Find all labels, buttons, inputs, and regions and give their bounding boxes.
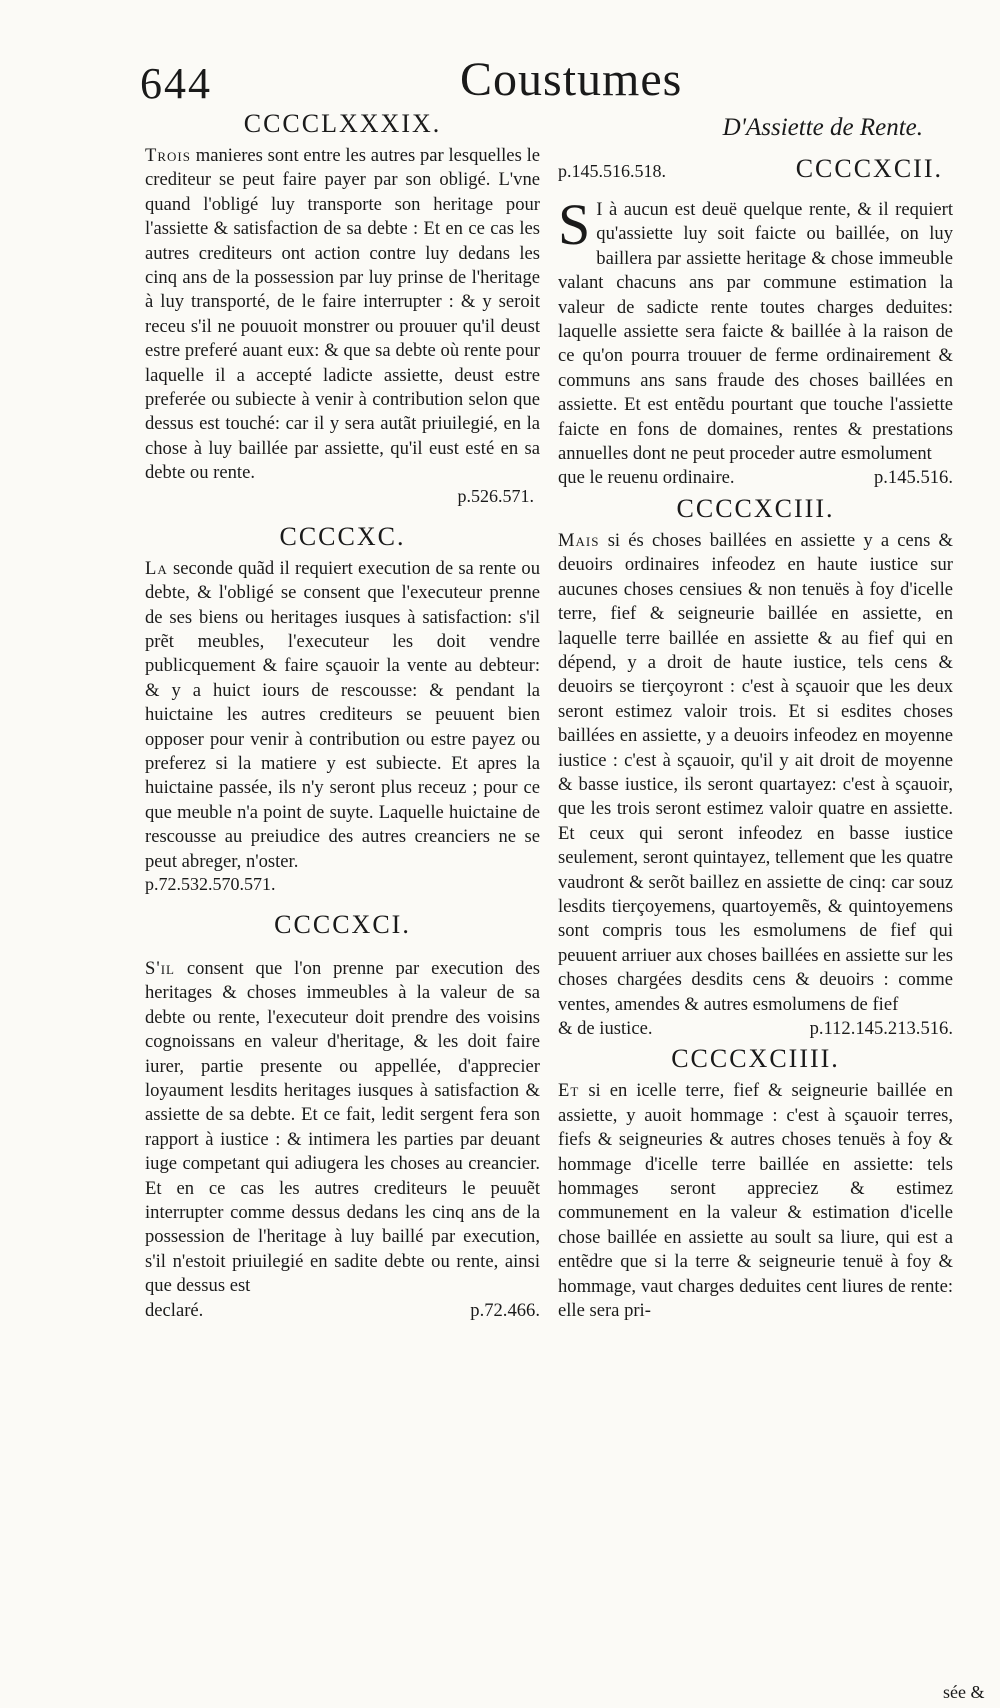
article-heading-490: CCCCXC. bbox=[279, 521, 406, 551]
cross-reference-492: p.145.516.518. bbox=[558, 161, 666, 181]
article-493-text bbox=[558, 529, 953, 1017]
article-490-body: seconde quãd il requiert execution de sa rente ou debte, & l'obligé se consent que l'executeur prenne de ses biens ou heritages iusques à satisfaction: s'il prẽt meubles, l'executeur les doit vendre publicquement & faire sçauoir la vente au debteur: & y a huict iours de rescousse: & pendant la huictaine les autres crediteurs se peuuent bien opposer pour venir à contribution ou estre payez ou preferez si la matiere y est subiecte. Et apres la huictaine passée, ils n'y seront plus receuz ; pour ce que meuble n'a point de suyte. Laquelle huictaine de rescousse au preiudice des autres creanciers ne se peut abreger, n'oster. bbox=[145, 557, 541, 872]
article-heading-491: CCCCXCI. bbox=[274, 909, 411, 939]
article-490-text bbox=[145, 557, 540, 874]
article-heading-493: CCCCXCIII. bbox=[676, 493, 835, 523]
article-492-text bbox=[558, 192, 953, 466]
page-number: 644 bbox=[140, 59, 212, 108]
article-493-body: si és choses baillées en assiette y a cens & deuoirs ordinaires infeodez en haute iustice sur aucunes choses censiues & non tenuës à foy d'icelle terre, fief & seigneurie baillée en assiette, en laquelle terre baillée en assiette & au fief qui en dépend, y a droit de haute iustice, tels cens & deuoirs se tierçoyront : c'est à sçauoir que les deux seront estimez valoir trois. Et si esdites choses baillées en assiette, y a deuoirs infeodez en moyenne iustice : c'est à sçauoir, qu'il y ait droit de moyenne & basse iustice, ils seront quartayez: c'est à sçauoir, que les trois seront estimez valoir quatre en assiette. Et ceux qui seront infeodez en basse iustice seulement, seront quintayez, tellement que les quatre vaudront & serõt baillez en assiette de cinq: car souz lesdits tierçoyemens, quartoyemẽs, & quintoyemens sont compris tous les esmolumens de fief qui peuuent arriuer aux choses baillées en assiette sur les choses chargées desdits cens & deuoirs : comme ventes, amendes & autres esmolumens de fief bbox=[558, 529, 953, 1015]
article-491-text bbox=[145, 957, 540, 1299]
cross-reference-492b: p.145.516. bbox=[873, 467, 953, 489]
cross-reference-490: p.72.532.570.571. bbox=[145, 873, 276, 894]
article-494-body: si en icelle terre, fief & seigneurie baillée en assiette, y auoit hommage : c'est à sçauoir terres, fiefs & seigneuries & autres choses tenuës à foy & hommage d'icelle terre baillée en assiette: tels hommages seront appreciez & estimez communement en la valeur & estimation d'icelle chose baillée en assiette au soult sa liure, qui est a entẽdre que si la terre & seigneurie tenuë à foy & hommage, vaut charges deduites cent liures de rente: elle sera pri- bbox=[558, 1080, 953, 1322]
section-subtitle: D'Assiette de Rente. bbox=[722, 114, 923, 141]
catchword: sée & bbox=[943, 1682, 985, 1702]
article-492-last-text: que le reuenu ordinaire. bbox=[558, 467, 735, 489]
right-column bbox=[558, 108, 953, 1323]
article-492-body: I à aucun est deuë quelque rente, & il requiert qu'assiette luy soit faicte ou baillée, on luy baillera par assiette heritage & chose immeuble valant chacuns ans par commune estimation la valeur de sadicte rente toutes charges deduites: laquelle assiette sera faicte & baillée à la raison de ce qu'on pourra trouuer de ferme ordinairement & communs ans sans fraude des choses baillées en assiette. Et est entẽdu pourtant que touche l'assiette faicte en fons de domaines, rentes & prestations annuelles dont ne peut proceder autre esmolument bbox=[558, 199, 953, 465]
article-491-lead: S'il bbox=[145, 957, 175, 979]
article-489-body: manieres sont entre les autres par lesquelles le crediteur se peut faire payer par son obligé. L'vne quand l'obligé luy transporte son heritage pour l'assiette & satisfaction de sa debte : Et en ce cas les autres crediteurs ont action contre luy dedans les cinq ans de la possession par luy prinse de l'heritage à luy transporté, de le faire interrupter : & y seroit receu s'il ne pouuoit monstrer ou prouuer qu'il deust estre preferé auant eux: & que sa debte où rente pour laquelle il a accepté ladicte assiette, deust estre preferée ou subiecte à venir à contribution selon que dessus est touché: car il y sera autãt priuilegié, en la chose à luy baillée par assiette, qu'il eust esté en sa debte ou rente. bbox=[145, 145, 540, 484]
article-494-text bbox=[558, 1079, 953, 1323]
article-493-last-text: & de iustice. bbox=[558, 1018, 653, 1039]
article-489-lead: Trois bbox=[145, 145, 191, 166]
article-heading-492-row bbox=[558, 154, 953, 184]
article-493-last-line bbox=[558, 1017, 953, 1041]
article-491-body: consent que l'on prenne par execution des heritages & choses immeubles à la valeur de sa debte ou rente, l'executeur doit prendre des voisins cognoissans en valeur d'heritage, & les doit faire iurer, partie presente ou appellée, d'apprecier loyaument lesdits heritages iusques à satisfaction & assiette de sa debte. Et ce fait, ledit sergent fera son rapport à iustice : & intimera les parties par deuant iuge competant qui adiugera les choses au creancier. Et en ce cas les autres crediteurs le peuuẽt interrupter comme dessus dedans les cinq ans de la possession de l'heritage à luy baillé par execution, s'il n'estoit priuilegié en sadite debte ou rente, ainsi que dessus est bbox=[145, 957, 540, 1297]
article-heading-494: CCCCXCIIII. bbox=[671, 1044, 840, 1074]
cross-reference-491: p.72.466. bbox=[470, 1299, 540, 1321]
drop-cap-letter: S bbox=[558, 192, 591, 257]
article-heading-492: CCCCXCII. bbox=[795, 154, 943, 183]
article-492-last-line bbox=[558, 466, 953, 490]
article-heading-489: CCCCLXXXIX. bbox=[243, 109, 442, 138]
cross-reference-493: p.112.145.213.516. bbox=[809, 1018, 953, 1039]
article-490-lead: La bbox=[145, 557, 168, 579]
article-494-lead: Et bbox=[558, 1080, 580, 1102]
cross-reference-489: p.526.571. bbox=[457, 485, 534, 506]
running-title: Coustumes bbox=[460, 53, 683, 106]
article-491-last-line bbox=[145, 1299, 540, 1323]
article-493-lead: Mais bbox=[558, 529, 600, 551]
left-column bbox=[145, 108, 540, 1323]
article-491-last-text: declaré. bbox=[145, 1299, 204, 1321]
article-489-text bbox=[145, 144, 540, 486]
